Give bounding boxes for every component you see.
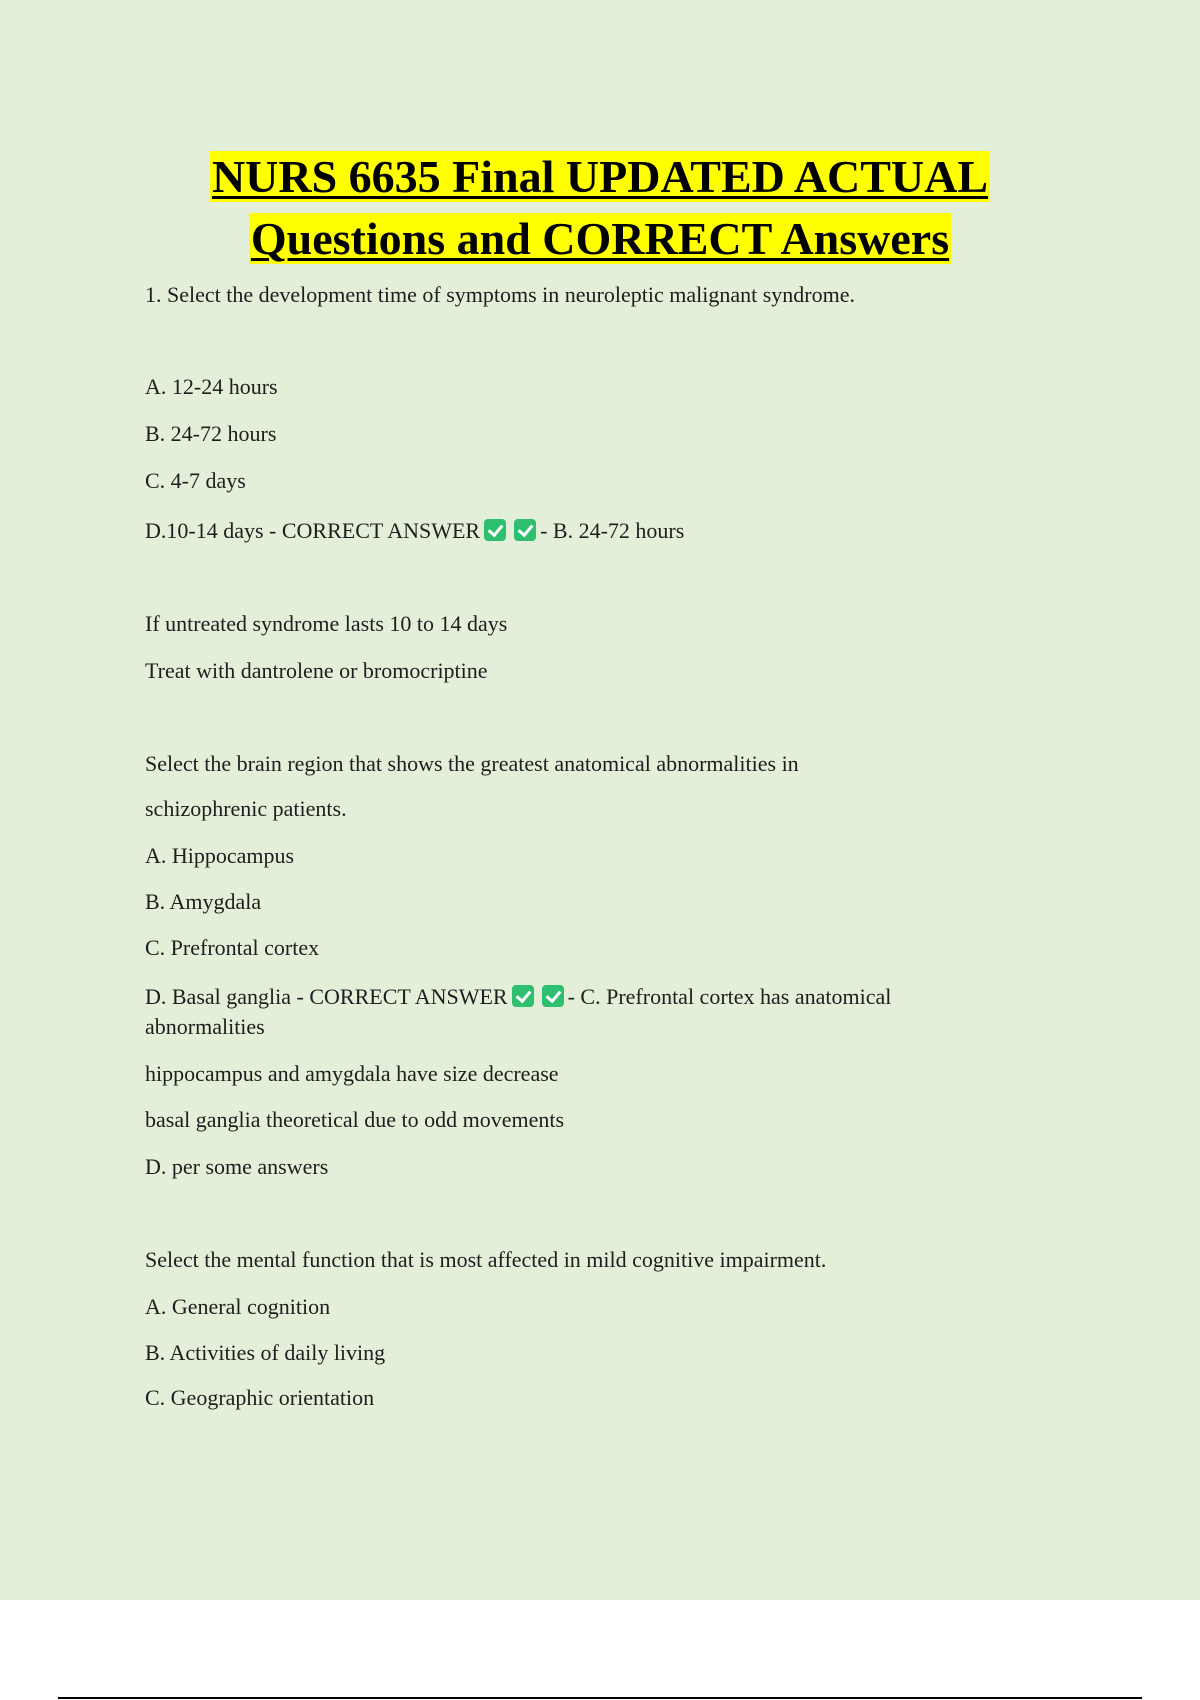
q2-stem-line-1: Select the brain region that shows the greatest anatomical abnormalities in	[145, 751, 799, 776]
q2-stem-line-2: schizophrenic patients.	[145, 796, 347, 821]
q2-option-d: D. Basal ganglia - CORRECT ANSWER	[145, 984, 508, 1009]
q3-option-c: C. Geographic orientation	[145, 1385, 375, 1410]
title-line-1: NURS 6635 Final UPDATED ACTUAL	[211, 151, 989, 202]
q2-note-1: hippocampus and amygdala have size decrease	[145, 1061, 559, 1086]
q2-option-d-line	[145, 982, 891, 1012]
q1-option-d-line	[145, 516, 684, 546]
q1-option-c: C. 4-7 days	[145, 468, 246, 493]
document-title	[0, 146, 1200, 270]
q2-option-c: C. Prefrontal cortex	[145, 935, 320, 960]
check-box-icon	[484, 519, 506, 541]
check-box-icon	[542, 985, 564, 1007]
q1-note-2: Treat with dantrolene or bromocriptine	[145, 658, 488, 683]
q2-note-2: basal ganglia theoretical due to odd movements	[145, 1107, 565, 1132]
q1-answer: - B. 24-72 hours	[540, 518, 685, 543]
q2-option-b: B. Amygdala	[145, 889, 262, 914]
q1-option-b: B. 24-72 hours	[145, 421, 277, 446]
q2-answer: - C. Prefrontal cortex has anatomical	[567, 984, 892, 1009]
q1-option-d: D.10-14 days - CORRECT ANSWER	[145, 518, 481, 543]
q2-note-3: D. per some answers	[145, 1154, 329, 1179]
q2-answer-cont: abnormalities	[145, 1014, 265, 1039]
q2-option-a: A. Hippocampus	[145, 843, 295, 868]
check-box-icon	[512, 985, 534, 1007]
q1-option-a: A. 12-24 hours	[145, 374, 278, 399]
check-box-icon	[514, 519, 536, 541]
title-line-2: Questions and CORRECT Answers	[250, 213, 950, 264]
q3-option-a: A. General cognition	[145, 1294, 331, 1319]
q1-stem: 1. Select the development time of symptoms in neuroleptic malignant syndrome.	[145, 282, 855, 307]
q1-note-1: If untreated syndrome lasts 10 to 14 days	[145, 611, 508, 636]
footer-rule	[58, 1697, 1142, 1699]
q3-option-b: B. Activities of daily living	[145, 1340, 386, 1365]
q3-stem: Select the mental function that is most affected in mild cognitive impairment.	[145, 1247, 827, 1272]
